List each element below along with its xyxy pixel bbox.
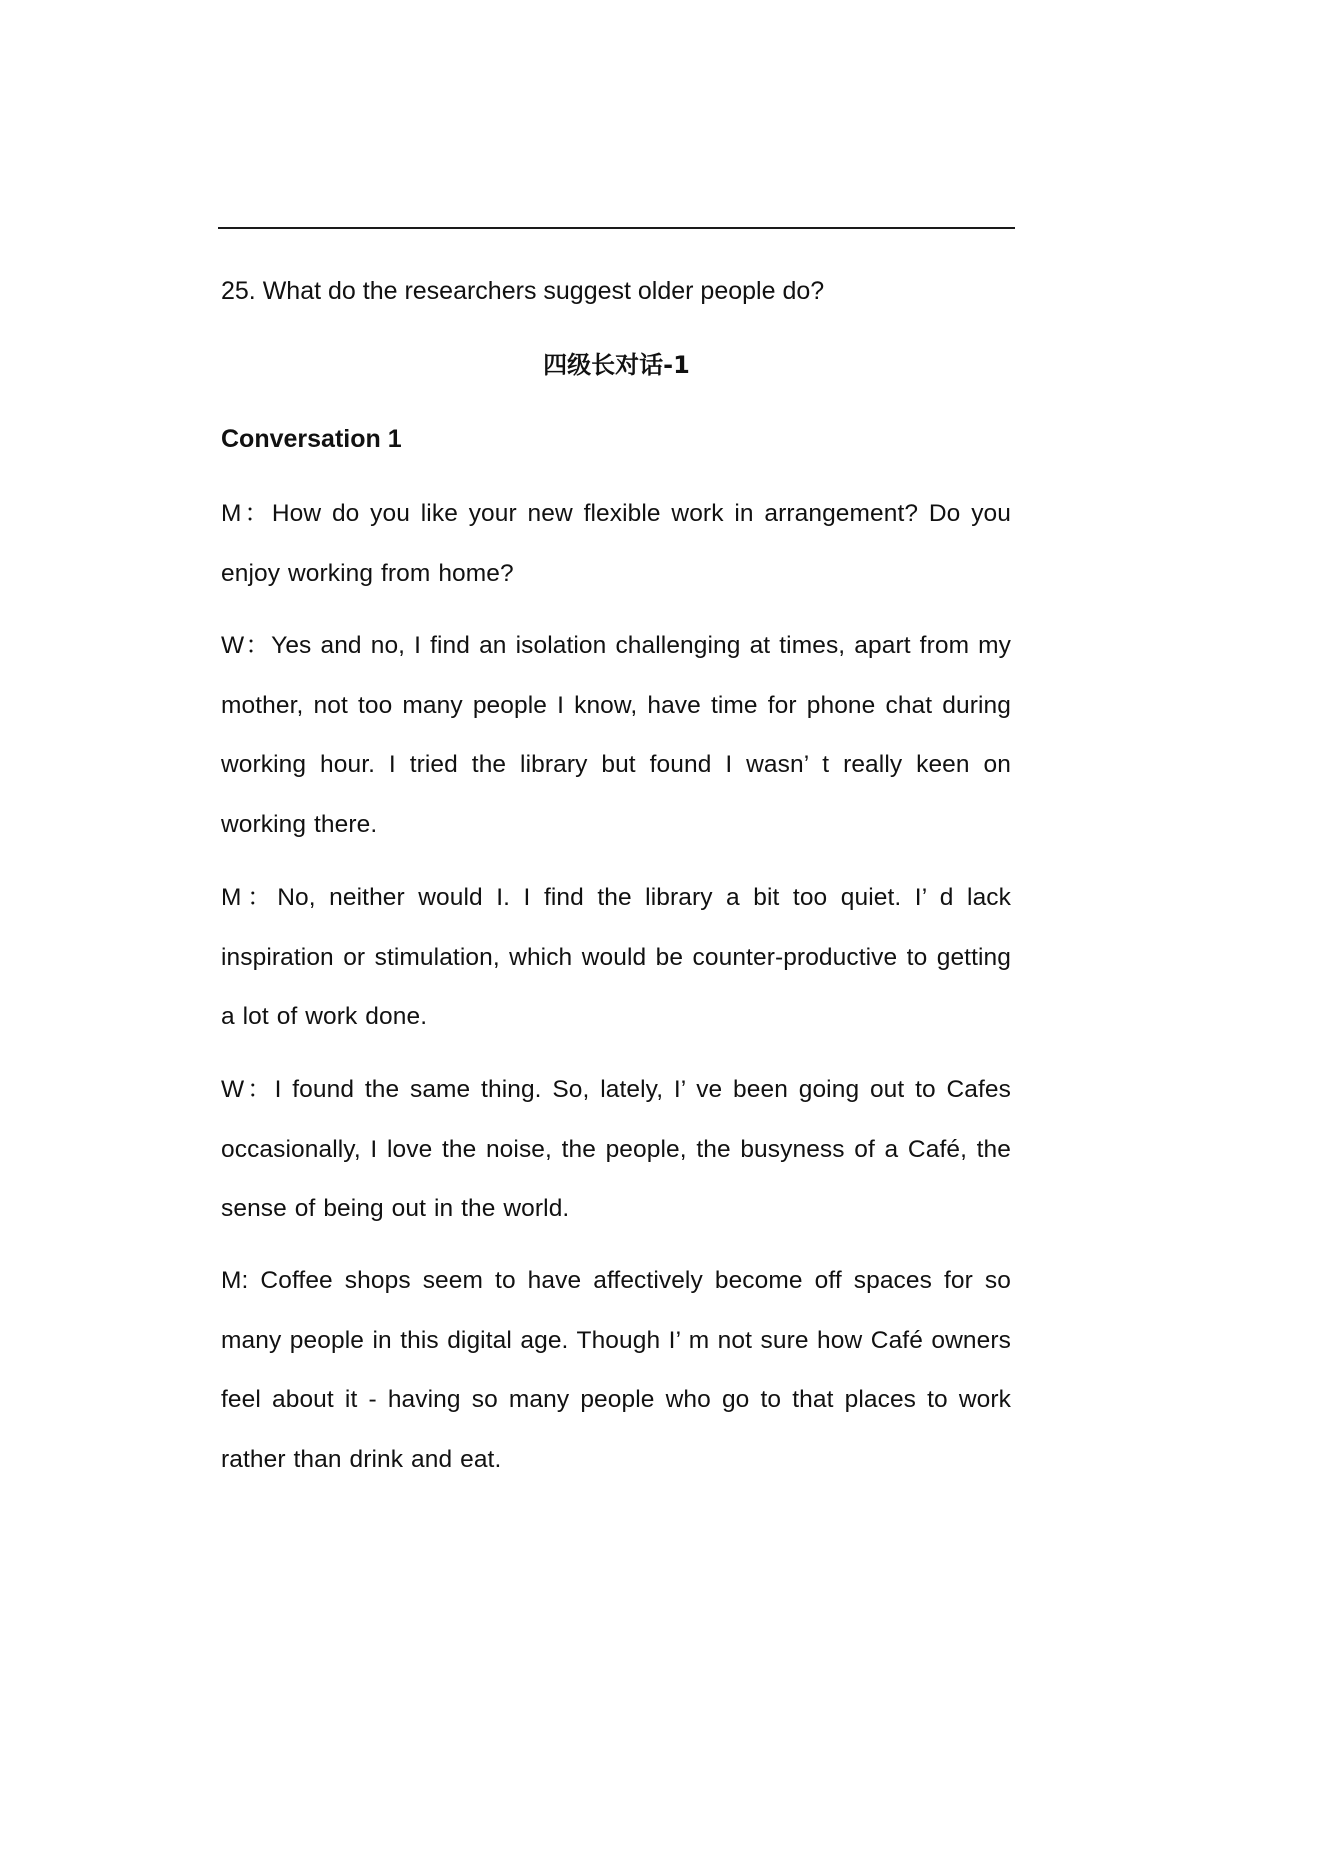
conversation-heading: Conversation 1 [221,425,402,453]
dialogue-paragraph-3: M：No, neither would I. I find the library a bit too quiet. I’ d lack inspiration or stimulation, which would be counter-productive to getting a lot of work done. [221,884,1011,1030]
section-title: 四级长对话-1 [543,351,690,379]
dialogue-paragraph-5: M: Coffee shops seem to have affectively become off spaces for so many people in this digital age. Though I’ m not sure how Café owners feel about it - having so many people who go to that places to work rather than drink and eat. [221,1267,1011,1473]
dialogue-paragraph-4: W：I found the same thing. So, lately, I’ ve been going out to Cafes occasionally, I love the noise, the people, the busyness of a Café, the sense of being out in the world. [221,1076,1011,1222]
dialogue-paragraph-1: M：How do you like your new flexible work in arrangement? Do you enjoy working from home? [221,500,1011,587]
header-rule [218,227,1015,229]
dialogue-paragraph-2: W：Yes and no, I find an isolation challenging at times, apart from my mother, not too many people I know, have time for phone chat during working hour. I tried the library but found I wasn’ t really keen on working there. [221,632,1011,838]
question-25: 25. What do the researchers suggest older people do? [221,277,825,305]
